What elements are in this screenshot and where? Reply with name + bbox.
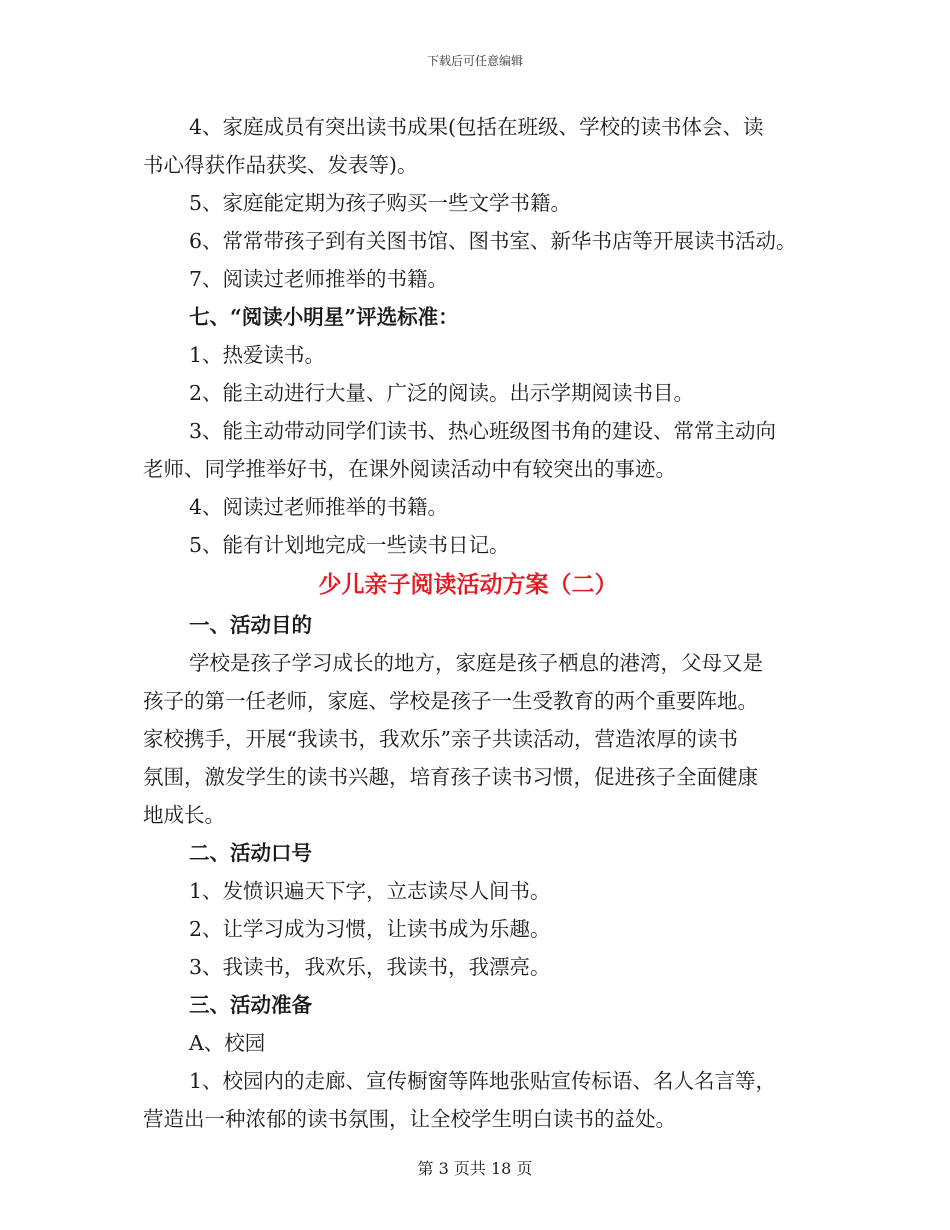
text-line: 2、让学习成为习惯，让读书成为乐趣。 (189, 917, 551, 941)
page-footer: 第 3 页共 18 页 (417, 1159, 533, 1178)
text-line: 6、常常带孩子到有关图书馆、图书室、新华书店等开展读书活动。 (189, 229, 797, 253)
text-line: 1、热爱读书。 (189, 343, 326, 367)
text-line: 4、家庭成员有突出读书成果(包括在班级、学校的读书体会、读 (189, 115, 764, 139)
text-line: 书心得获作品获奖、发表等)。 (143, 153, 418, 177)
text-line: 5、家庭能定期为孩子购买一些文学书籍。 (189, 191, 572, 215)
document-title: 少儿亲子阅读活动方案（二） (318, 571, 618, 598)
text-line: 1、发愤识遍天下字，立志读尽人间书。 (189, 879, 551, 903)
section-heading: 一、活动目的 (189, 613, 312, 637)
section-heading: 三、活动准备 (189, 993, 312, 1017)
section-heading: 二、活动口号 (189, 841, 312, 865)
text-line: 营造出一种浓郁的读书氛围，让全校学生明白读书的益处。 (143, 1107, 676, 1131)
text-line: 家校携手，开展“我读书，我欢乐”亲子共读活动，营造浓厚的读书 (143, 727, 738, 751)
text-line: A、校园 (189, 1031, 266, 1055)
text-line: 5、能有计划地完成一些读书日记。 (189, 533, 510, 557)
text-line: 氛围，激发学生的读书兴趣，培育孩子读书习惯，促进孩子全面健康 (143, 765, 758, 789)
text-line: 孩子的第一任老师，家庭、学校是孩子一生受教育的两个重要阵地。 (143, 689, 758, 713)
text-line: 4、阅读过老师推举的书籍。 (189, 495, 449, 519)
text-line: 老师、同学推举好书，在课外阅读活动中有较突出的事迹。 (143, 457, 676, 481)
text-line: 3、能主动带动同学们读书、热心班级图书角的建设、常常主动向 (189, 419, 777, 443)
text-line: 学校是孩子学习成长的地方，家庭是孩子栖息的港湾，父母又是 (189, 651, 763, 675)
text-line: 2、能主动进行大量、广泛的阅读。出示学期阅读书目。 (189, 381, 695, 405)
page-header: 下载后可任意编辑 (426, 54, 523, 68)
text-line: 地成长。 (143, 803, 225, 827)
text-line: 1、校园内的走廊、宣传橱窗等阵地张贴宣传标语、名人名言等， (189, 1069, 777, 1093)
document-body (143, 108, 823, 1138)
text-line: 7、阅读过老师推举的书籍。 (189, 267, 449, 291)
text-line: 3、我读书，我欢乐，我读书，我漂亮。 (189, 955, 551, 979)
section-heading: 七、“阅读小明星”评选标准： (189, 305, 459, 329)
